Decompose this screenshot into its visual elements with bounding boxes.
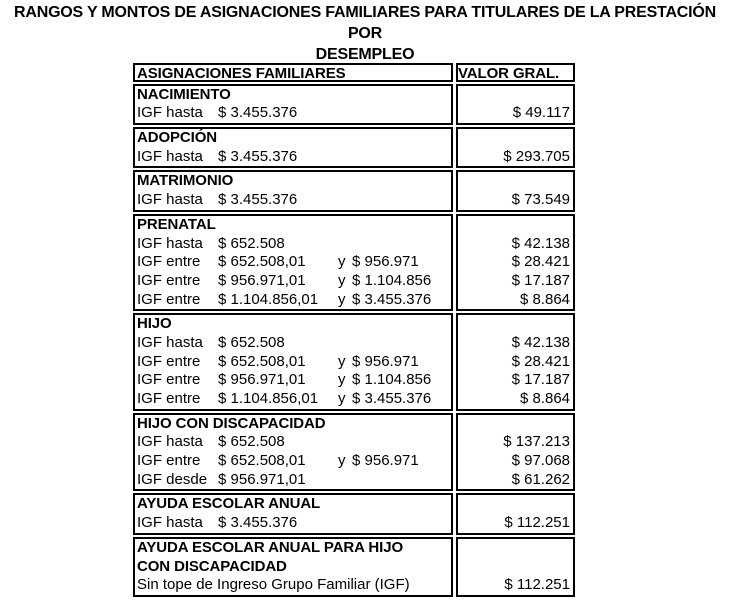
row-value bbox=[458, 216, 573, 235]
section-left-cell bbox=[133, 127, 453, 168]
range-to-amount bbox=[352, 191, 451, 210]
range-row bbox=[137, 390, 451, 409]
range-row bbox=[137, 433, 451, 452]
range-row bbox=[137, 371, 451, 390]
range-label: IGF entre bbox=[137, 371, 201, 389]
section-value-cell bbox=[456, 313, 575, 410]
row-value: $ 8.864 bbox=[519, 290, 570, 308]
range-row: Sin tope de Ingreso Grupo Familiar (IGF) bbox=[137, 576, 410, 594]
range-to-amount bbox=[352, 334, 451, 353]
section-value-cell bbox=[456, 493, 575, 534]
section-heading: ADOPCIÓN bbox=[137, 129, 218, 147]
range-label: IGF entre bbox=[137, 352, 201, 370]
section-heading: NACIMIENTO bbox=[137, 85, 231, 103]
section-heading: CON DISCAPACIDAD bbox=[137, 557, 287, 575]
range-row bbox=[137, 235, 451, 254]
section-row bbox=[133, 493, 575, 534]
range-from-amount: $ 956.971,01 bbox=[218, 271, 306, 289]
section-row bbox=[133, 127, 575, 168]
page-title-line2: DESEMPLEO bbox=[315, 46, 415, 63]
section-row bbox=[133, 537, 575, 597]
range-separator: y bbox=[338, 371, 346, 389]
range-label: IGF hasta bbox=[137, 191, 203, 209]
range-from-amount: $ 652.508 bbox=[218, 234, 285, 252]
section-row bbox=[133, 84, 575, 125]
range-label: IGF hasta bbox=[137, 104, 203, 122]
range-separator bbox=[338, 514, 352, 533]
row-value: $ 17.187 bbox=[511, 371, 570, 389]
section-value-cell bbox=[456, 84, 575, 125]
range-to-amount bbox=[352, 104, 451, 123]
section-left-cell bbox=[133, 413, 453, 492]
range-separator bbox=[338, 471, 352, 490]
range-separator bbox=[338, 334, 352, 353]
row-value: $ 8.864 bbox=[519, 390, 570, 407]
row-value: $ 293.705 bbox=[503, 147, 570, 165]
row-value: $ 42.138 bbox=[511, 234, 570, 252]
row-value: $ 42.138 bbox=[511, 333, 570, 351]
range-to-amount: $ 956.971 bbox=[352, 452, 419, 470]
range-from-amount: $ 652.508,01 bbox=[218, 452, 306, 470]
range-from-amount: $ 1.104.856,01 bbox=[218, 290, 319, 308]
section-heading: HIJO bbox=[137, 315, 172, 333]
range-label: IGF entre bbox=[137, 271, 201, 289]
range-from-amount: $ 652.508 bbox=[218, 433, 285, 451]
row-value: $ 28.421 bbox=[511, 253, 570, 271]
range-separator: y bbox=[338, 253, 346, 271]
range-row bbox=[137, 452, 451, 471]
range-to-amount: $ 956.971 bbox=[352, 253, 419, 271]
row-value: $ 61.262 bbox=[511, 470, 570, 488]
range-from-amount: $ 956.971,01 bbox=[218, 470, 306, 488]
range-row bbox=[137, 291, 451, 310]
row-value: $ 49.117 bbox=[512, 104, 570, 122]
range-label: IGF hasta bbox=[137, 433, 203, 451]
range-row bbox=[137, 471, 451, 490]
range-from-amount: $ 652.508,01 bbox=[218, 253, 306, 271]
range-label: IGF hasta bbox=[137, 147, 203, 165]
row-value: $ 97.068 bbox=[511, 452, 570, 470]
row-value: $ 137.213 bbox=[503, 433, 570, 451]
row-value bbox=[458, 86, 573, 105]
page-title-line1: RANGOS Y MONTOS DE ASIGNACIONES FAMILIARES PARA TITULARES DE LA PRESTACIÓN POR bbox=[14, 4, 716, 42]
section-value-cell bbox=[456, 537, 575, 597]
range-to-amount bbox=[352, 148, 451, 167]
range-label: IGF entre bbox=[137, 253, 201, 271]
section-row bbox=[133, 313, 575, 410]
range-from-amount: $ 3.455.376 bbox=[218, 147, 298, 165]
range-row bbox=[137, 253, 451, 272]
row-value bbox=[458, 172, 573, 191]
row-value: $ 73.549 bbox=[511, 191, 570, 209]
range-row bbox=[137, 191, 451, 210]
range-from-amount: $ 3.455.376 bbox=[218, 104, 298, 122]
range-separator: y bbox=[338, 271, 346, 289]
row-value: $ 17.187 bbox=[511, 271, 570, 289]
row-value bbox=[458, 539, 573, 558]
range-row bbox=[137, 353, 451, 372]
range-to-amount: $ 1.104.856 bbox=[352, 371, 432, 389]
range-row bbox=[137, 104, 451, 123]
row-value bbox=[458, 415, 573, 434]
range-to-amount bbox=[352, 235, 451, 254]
section-heading: PRENATAL bbox=[137, 215, 216, 233]
section-heading: HIJO CON DISCAPACIDAD bbox=[137, 414, 326, 432]
range-to-amount: $ 3.455.376 bbox=[352, 290, 432, 308]
section-left-cell bbox=[133, 214, 453, 311]
section-row bbox=[133, 214, 575, 311]
header-cell-value: VALOR GRAL. bbox=[456, 63, 575, 82]
range-to-amount bbox=[352, 471, 451, 490]
range-label: IGF entre bbox=[137, 390, 201, 407]
section-value-cell bbox=[456, 413, 575, 492]
table-header-row bbox=[133, 63, 575, 82]
section-left-cell bbox=[133, 493, 453, 534]
range-row bbox=[137, 514, 451, 533]
range-separator bbox=[338, 148, 352, 167]
range-label: IGF hasta bbox=[137, 333, 203, 351]
row-value bbox=[458, 558, 573, 577]
range-row bbox=[137, 272, 451, 291]
range-label: IGF hasta bbox=[137, 234, 203, 252]
range-separator: y bbox=[338, 452, 346, 470]
range-label: IGF entre bbox=[137, 290, 201, 308]
section-value-cell bbox=[456, 214, 575, 311]
range-separator bbox=[338, 104, 352, 123]
range-label: IGF entre bbox=[137, 452, 201, 470]
range-separator: y bbox=[338, 290, 346, 308]
range-separator bbox=[338, 191, 352, 210]
range-from-amount: $ 1.104.856,01 bbox=[218, 390, 319, 407]
range-from-amount: $ 3.455.376 bbox=[218, 514, 298, 532]
section-heading: AYUDA ESCOLAR ANUAL PARA HIJO bbox=[137, 538, 404, 556]
range-separator bbox=[338, 433, 352, 452]
row-value: $ 28.421 bbox=[511, 352, 570, 370]
range-from-amount: $ 956.971,01 bbox=[218, 371, 306, 389]
row-value bbox=[458, 315, 573, 334]
range-separator: y bbox=[338, 390, 346, 407]
range-to-amount bbox=[352, 514, 451, 533]
section-left-cell bbox=[133, 170, 453, 211]
range-label: IGF hasta bbox=[137, 514, 203, 532]
row-value bbox=[458, 129, 573, 148]
range-to-amount: $ 1.104.856 bbox=[352, 271, 432, 289]
page-title bbox=[0, 2, 730, 65]
range-separator bbox=[338, 235, 352, 254]
range-to-amount: $ 956.971 bbox=[352, 352, 419, 370]
section-left-cell bbox=[133, 84, 453, 125]
range-separator: y bbox=[338, 352, 346, 370]
range-from-amount: $ 652.508,01 bbox=[218, 352, 306, 370]
section-left-cell bbox=[133, 313, 453, 410]
section-row bbox=[133, 170, 575, 211]
table-sections bbox=[133, 84, 575, 597]
section-heading: AYUDA ESCOLAR ANUAL bbox=[137, 495, 321, 513]
range-label: IGF desde bbox=[137, 470, 208, 488]
section-left-cell bbox=[133, 537, 453, 597]
section-value-cell bbox=[456, 127, 575, 168]
range-from-amount: $ 652.508 bbox=[218, 333, 285, 351]
row-value: $ 112.251 bbox=[504, 514, 570, 532]
range-to-amount bbox=[352, 433, 451, 452]
header-cell-categories: ASIGNACIONES FAMILIARES bbox=[133, 63, 453, 82]
section-row bbox=[133, 413, 575, 492]
row-value: $ 112.251 bbox=[504, 576, 570, 594]
range-row bbox=[137, 148, 451, 167]
section-heading: MATRIMONIO bbox=[137, 172, 234, 190]
range-from-amount: $ 3.455.376 bbox=[218, 191, 298, 209]
row-value bbox=[458, 495, 573, 514]
range-to-amount: $ 3.455.376 bbox=[352, 390, 432, 407]
family-allowances-table bbox=[133, 63, 575, 597]
section-value-cell bbox=[456, 170, 575, 211]
range-row bbox=[137, 334, 451, 353]
